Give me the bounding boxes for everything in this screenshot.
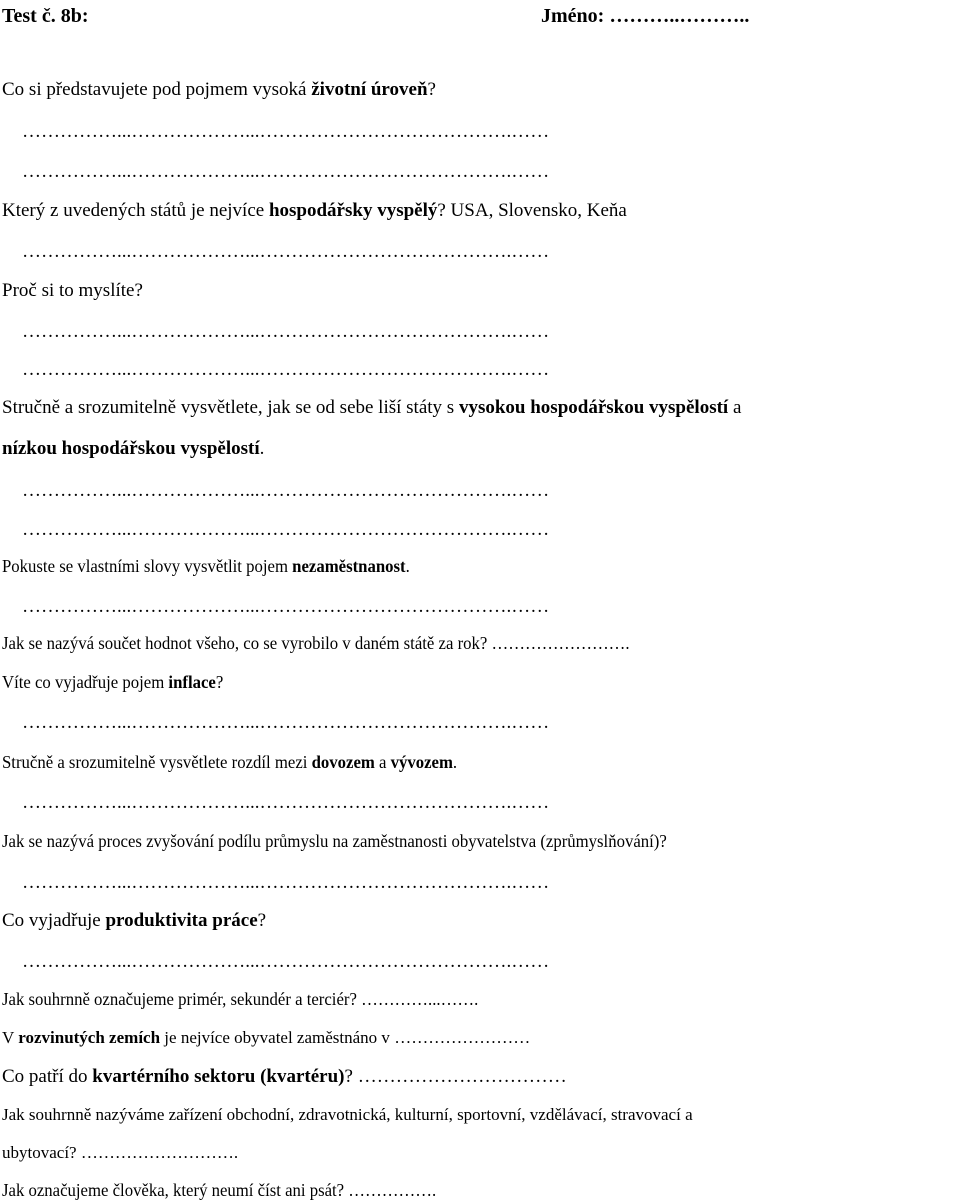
question-4 bbox=[2, 398, 741, 417]
answer-line-q15: ……………. bbox=[344, 1180, 437, 1200]
answer-line-q13: …………………………… bbox=[352, 1066, 567, 1087]
question-13 bbox=[2, 1067, 567, 1086]
question-12 bbox=[2, 1029, 530, 1046]
answer-line-q6: ……………………. bbox=[487, 633, 630, 653]
test-label: Test č. 8b: bbox=[2, 5, 89, 27]
question-8-end: . bbox=[452, 752, 458, 772]
question-12-term: rozvinutých zemích bbox=[18, 1028, 161, 1047]
answer-line-q11: …………...……. bbox=[356, 989, 479, 1009]
question-1 bbox=[2, 80, 436, 99]
answer-line-q12: …………………… bbox=[394, 1028, 531, 1047]
answer-line-3: ……………...………………...………………………………….…… bbox=[22, 241, 550, 262]
question-10-term: produktivita práce bbox=[105, 910, 258, 931]
question-4-conjunction: a bbox=[728, 397, 742, 418]
answer-line-1: ……………...………………...………………………………….…… bbox=[22, 121, 550, 142]
question-1-term: životní úroveň bbox=[311, 79, 428, 100]
question-8-conjunction: a bbox=[374, 752, 391, 772]
question-11-text: Jak souhrnně označujeme primér, sekundér a terciér? bbox=[2, 989, 357, 1009]
answer-line-10: ……………...………………...………………………………….…… bbox=[22, 792, 550, 813]
question-8-term-1: dovozem bbox=[311, 752, 375, 772]
question-13-text: Co patří do bbox=[2, 1066, 93, 1087]
question-15-text: Jak označujeme člověka, který neumí číst ani psát? bbox=[2, 1180, 345, 1200]
question-14-text-end: ubytovací? bbox=[2, 1143, 77, 1162]
question-7-term: inflace bbox=[168, 672, 216, 692]
answer-line-5: ……………...………………...………………………………….…… bbox=[22, 359, 550, 380]
question-12-text: V bbox=[2, 1028, 19, 1047]
answer-line-q14: ………………………. bbox=[76, 1143, 239, 1162]
question-4-term-1: vysokou hospodářskou vyspělostí bbox=[458, 397, 729, 418]
answer-line-12: ……………...………………...………………………………….…… bbox=[22, 951, 550, 972]
question-15 bbox=[2, 1181, 436, 1199]
name-label: Jméno: ………..……….. bbox=[541, 5, 750, 27]
question-8-term-2: vývozem bbox=[390, 752, 453, 772]
question-11 bbox=[2, 990, 478, 1008]
question-4-term-2: nízkou hospodářskou vyspělostí bbox=[2, 438, 260, 459]
answer-line-11: ……………...………………...………………………………….…… bbox=[22, 872, 550, 893]
answer-line-9: ……………...………………...………………………………….…… bbox=[22, 712, 550, 733]
question-14-continued bbox=[2, 1144, 238, 1161]
answer-line-6: ……………...………………...………………………………….…… bbox=[22, 480, 550, 501]
question-9: Jak se nazývá proces zvyšování podílu průmyslu na zaměstnanosti obyvatelstva (zprůmyslňování)? bbox=[2, 831, 667, 851]
question-4-continued bbox=[2, 439, 264, 458]
question-4-text: Stručně a srozumitelně vysvětlete, jak se od sebe liší státy s bbox=[2, 397, 459, 418]
answer-line-4: ……………...………………...………………………………….…… bbox=[22, 321, 550, 342]
question-10-end: ? bbox=[257, 910, 267, 931]
question-2-options: ? USA, Slovensko, Keňa bbox=[437, 200, 627, 221]
question-10 bbox=[2, 911, 266, 930]
question-7-end: ? bbox=[215, 672, 224, 692]
answer-line-8: ……………...………………...………………………………….…… bbox=[22, 596, 550, 617]
question-10-text: Co vyjadřuje bbox=[2, 910, 106, 931]
question-5-end: . bbox=[405, 556, 410, 576]
question-12-text-end: je nejvíce obyvatel zaměstnáno v bbox=[160, 1028, 395, 1047]
answer-line-2: ……………...………………...………………………………….…… bbox=[22, 161, 550, 182]
question-13-end: ? bbox=[344, 1066, 353, 1087]
question-5-text: Pokuste se vlastními slovy vysvětlit pojem bbox=[2, 556, 293, 576]
question-6-text: Jak se nazývá součet hodnot všeho, co se vyrobilo v daném státě za rok? bbox=[2, 633, 488, 653]
question-2 bbox=[2, 201, 627, 220]
question-3: Proč si to myslíte? bbox=[2, 280, 143, 301]
question-1-text: Co si představujete pod pojmem vysoká bbox=[2, 79, 312, 100]
question-1-end: ? bbox=[427, 79, 436, 100]
question-4-end: . bbox=[259, 438, 265, 459]
question-2-text: Který z uvedených států je nejvíce bbox=[2, 200, 269, 221]
question-7 bbox=[2, 673, 223, 691]
question-7-text: Víte co vyjadřuje pojem bbox=[2, 672, 169, 692]
question-5-term: nezaměstnanost bbox=[292, 556, 406, 576]
question-8 bbox=[2, 753, 457, 771]
question-5 bbox=[2, 557, 410, 575]
question-14: Jak souhrnně nazýváme zařízení obchodní, zdravotnická, kulturní, sportovní, vzdělávací, stravovací a bbox=[2, 1105, 693, 1124]
question-13-term: kvartérního sektoru (kvartéru) bbox=[92, 1066, 345, 1087]
answer-line-7: ……………...………………...………………………………….…… bbox=[22, 519, 550, 540]
question-8-text: Stručně a srozumitelně vysvětlete rozdíl mezi bbox=[2, 752, 312, 772]
question-2-term: hospodářsky vyspělý bbox=[268, 200, 438, 221]
question-6 bbox=[2, 634, 630, 652]
